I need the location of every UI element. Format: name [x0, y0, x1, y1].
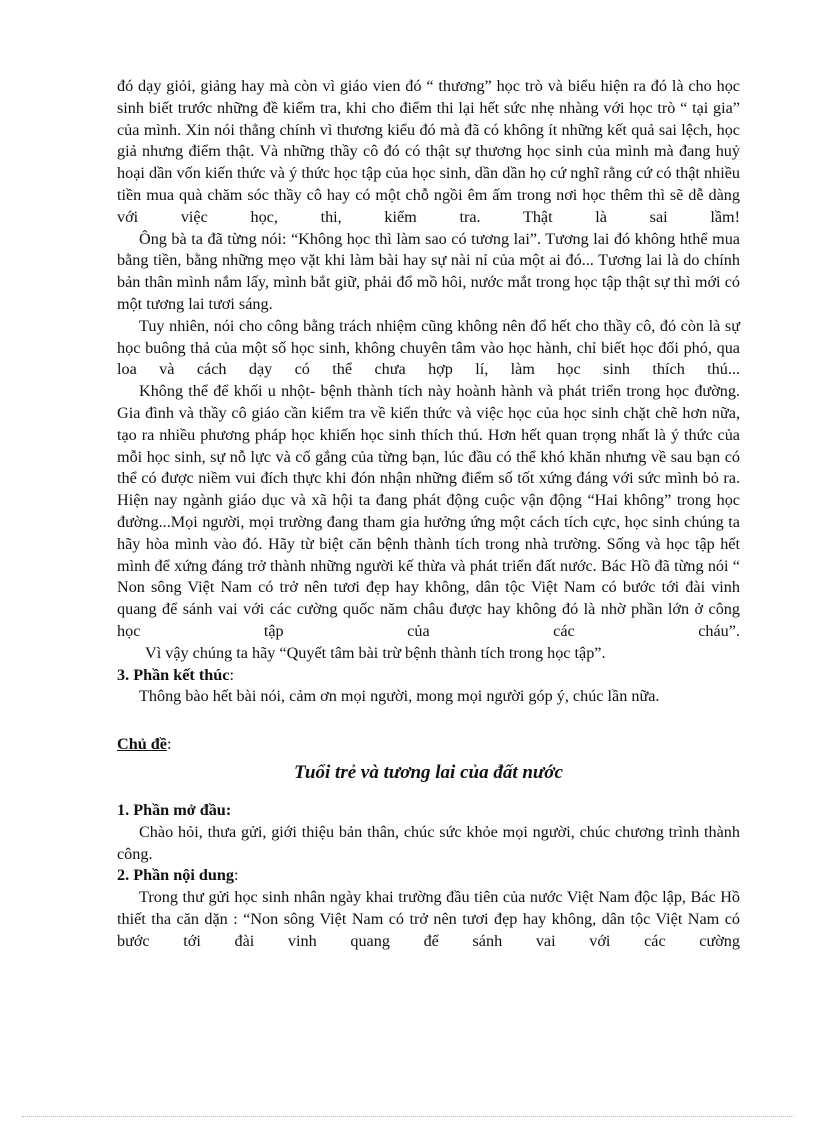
spacer	[117, 786, 740, 800]
section-2-colon: :	[233, 866, 239, 885]
section-3-colon: :	[229, 665, 234, 684]
topic-colon: :	[166, 735, 172, 754]
paragraph-conclusion-call: Vì vậy chúng ta hãy “Quyết tâm bài trừ bệnh thành tích trong học tập”.	[145, 643, 606, 662]
topic-label: Chủ đề	[117, 735, 167, 754]
section-2-label: 2. Phần nội dung	[117, 866, 234, 885]
section-2-heading	[117, 865, 740, 887]
paragraph-responsibility: Tuy nhiên, nói cho công bằng trách nhiệm cũng không nên đổ hết cho thầy cô, đó còn là sự học buông thả của một số học sinh, không chuyên tâm vào học hành, chỉ biết học đối phó, qua loa và cách dạy có thể chưa hợp lí, làm học sinh thích thú...	[117, 316, 740, 379]
paragraph-solution: Không thể để khối u nhột- bệnh thành tích này hoành hành và phát triển trong học đường. Gia đình và thầy cô giáo cần kiểm tra về kiến thức và việc học của học sinh chặt chẽ hơn nữa, tạo ra nhiều phương pháp học khiến học sinh thích thú. Hơn hết quan trọng nhất là ý thức của mỗi học sinh, sự nỗ lực và cố gắng của từng bạn, lúc đầu có thể khó khăn nhưng về sau bạn có thể có được niềm vui đích thực khi đón nhận những điểm số tốt xứng đáng với sức mình bỏ ra. Hiện nay ngành giáo dục và xã hội ta đang phát động cuộc vận động “Hai không” trong học đường...Mọi người, mọi trường đang tham gia hưởng ứng một cách tích cực, học sinh chúng ta hãy hòa mình vào đó. Hãy từ biệt căn bệnh thành tích trong nhà trường. Sống và học tập hết mình để xứng đáng trở thành những người kế thừa và phát triển đất nước. Bác Hồ đã từng nói “ Non sông Việt Nam có trở nên tươi đẹp hay không, dân tộc Việt Nam có bước tới đài vinh quang để sánh vai với các cường quốc năm châu được hay không đó là nhờ phần lớn ở công học tập của các cháu”.	[117, 382, 740, 640]
section-3-label: 3. Phần kết thúc	[117, 665, 230, 684]
section-2-body: Trong thư gửi học sinh nhân ngày khai trường đầu tiên của nước Việt Nam độc lập, Bác Hồ thiết tha căn dặn : “Non sông Việt Nam có trở nên tươi đẹp hay không, dân tộc Việt Nam có bước tới đài vinh quang để sánh vai với các cường	[117, 888, 740, 950]
topic-line	[117, 734, 740, 756]
section-1-body: Chào hỏi, thưa gửi, giới thiệu bản thân, chúc sức khỏe mọi người, chúc chương trình thành công.	[117, 822, 740, 863]
topic-title: Tuổi trẻ và tương lai của đất nước	[294, 761, 563, 783]
section-3-body: Thông bào hết bài nói, cảm ơn mọi người, mong mọi người góp ý, chúc lần nữa.	[139, 687, 660, 706]
section-1-heading: 1. Phần mở đầu:	[117, 800, 232, 819]
paragraph-future: Ông bà ta đã từng nói: “Không học thì làm sao có tương lai”. Tương lai đó không hthể mua bằng tiền, bằng những mẹo vặt khi làm bài hay sự nài nỉ của một ai đó... Tương lai là do chính bản thân mình nắm lấy, mình bắt giữ, phải đổ mồ hôi, nước mắt trong học tập thật sự thì mới có một tương lai tươi sáng.	[117, 229, 740, 313]
document-page	[117, 76, 740, 952]
paragraph-teacher-favoritism: đó dạy giỏi, giảng hay mà còn vì giáo vien đó “ thương” học trò và biểu hiện ra đó là cho học sinh biết trước những đề kiểm tra, khi cho điểm thi lại hết sức nhẹ nhàng với học trò “ tại gia” của mình. Xin nói thẳng chính vì thương kiểu đó mà đã có không ít những kết quả sai lệch, học giả nhưng điểm thật. Và những thầy cô đó có thật sự thương học sinh của mình mà đang huỷ hoại dần vốn kiến thức và ý thức học tập của học sinh, dần dần họ cứ nghĩ rằng cứ có thật nhiều tiền mua quà chăm sóc thầy cô hay có một chỗ ngồi êm ấm trong nơi học thêm thì sẽ dễ dàng với việc học, thi, kiểm tra. Thật là sai lầm!	[117, 77, 740, 226]
page-bottom-divider	[22, 1116, 794, 1117]
section-3-heading	[117, 665, 740, 687]
